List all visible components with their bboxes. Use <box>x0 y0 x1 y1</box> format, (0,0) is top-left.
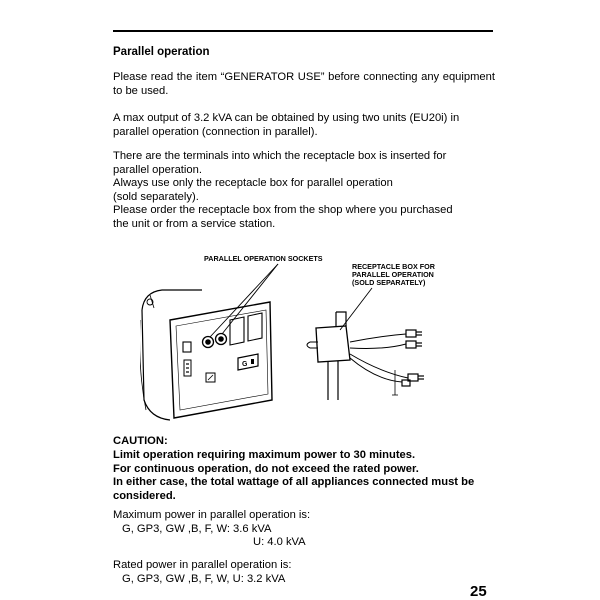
top-rule <box>113 30 493 32</box>
plug <box>406 341 416 348</box>
receptacle-cord <box>350 334 406 342</box>
paragraph-max-output <box>113 112 495 139</box>
spec-label: Maximum power in parallel operation is: <box>113 509 311 521</box>
plug <box>406 330 416 337</box>
caution-title: CAUTION: <box>113 435 168 447</box>
receptacle-box <box>316 326 350 362</box>
paragraph-line: Please order the receptacle box from the shop where you purchased <box>113 204 453 217</box>
caution-text <box>113 449 495 503</box>
paragraph-terminals <box>113 150 495 232</box>
caution-line: For continuous operation, do not exceed the rated power. <box>113 462 419 475</box>
max-power-spec <box>113 509 495 550</box>
paragraph-line: Please read the item “GENERATOR USE” before connecting any equipment to be used. <box>113 71 495 97</box>
callout-parallel-sockets: PARALLEL OPERATION SOCKETS <box>204 254 323 263</box>
paragraph-line: Always use only the receptacle box for parallel operation <box>113 177 393 190</box>
outlet-cover-right <box>248 313 262 341</box>
spec-label: Rated power in parallel operation is: <box>113 559 292 571</box>
callout-line: PARALLEL OPERATION <box>352 270 434 280</box>
page-number: 25 <box>470 583 487 600</box>
caution-line: Limit operation requiring maximum power to 30 minutes. <box>113 449 416 461</box>
svg-text:G: G <box>242 361 248 368</box>
caution-line: considered. <box>113 489 176 502</box>
spec-value: G, GP3, GW ,B, F, W: 3.6 kVA <box>122 522 272 535</box>
spec-value: U: 4.0 kVA <box>253 536 306 549</box>
switch <box>183 342 191 352</box>
paragraph-line: There are the terminals into which the receptacle box is inserted for <box>113 150 447 162</box>
rated-power-spec <box>113 559 495 586</box>
parallel-operation-illustration <box>140 250 500 430</box>
callout-line: (SOLD SEPARATELY) <box>352 278 426 288</box>
paragraph-line: (sold separately). <box>113 190 199 203</box>
paragraph-line: the unit or from a service station. <box>113 217 276 230</box>
caution-line: In either case, the total wattage of all appliances connected must be <box>113 476 475 489</box>
callout-line: RECEPTACLE BOX FOR <box>352 262 435 271</box>
generator-body <box>142 290 202 310</box>
section-heading: Parallel operation <box>113 46 210 58</box>
dc-outlet <box>238 354 258 370</box>
paragraph-generator-use <box>113 71 495 98</box>
callout-receptacle-box <box>352 263 435 288</box>
paragraph-line: parallel operation (connection in parallel). <box>113 125 318 138</box>
paragraph-line: A max output of 3.2 kVA can be obtained by using two units (EU20i) in <box>113 112 460 124</box>
paragraph-line: parallel operation. <box>113 163 202 176</box>
spec-value: G, GP3, GW ,B, F, W, U: 3.2 kVA <box>122 572 286 585</box>
